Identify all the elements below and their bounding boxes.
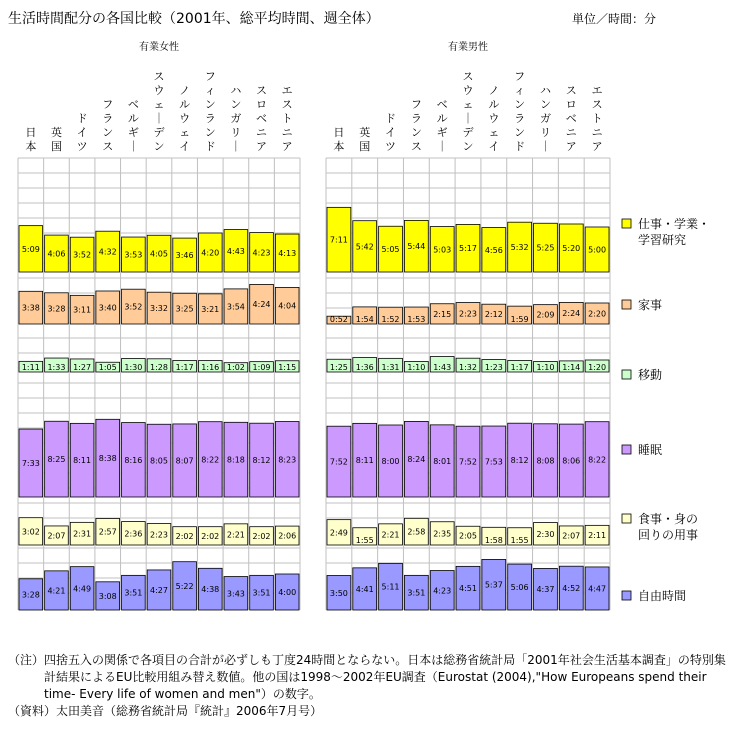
category-label: ドイツ [76,112,88,153]
category-label: ベルギ｜ [127,98,139,153]
bar-value-label: 3:43 [226,589,245,599]
bar-value-label: 2:11 [588,531,607,541]
legend-swatch [622,219,631,228]
category-label: ドイツ [385,112,397,153]
bar-value-label: 5:03 [433,245,452,255]
bar-value-label: 2:30 [536,529,555,539]
bar-value-label: 2:09 [536,310,555,320]
legend-label: 睡眠 [638,443,663,457]
bar-value-label: 8:12 [510,456,529,466]
bar-value-label: 1:33 [47,363,66,372]
bar-value-label: 1:16 [201,363,220,372]
bar-value-label: 1:52 [381,315,400,324]
bar-value-label: 5:20 [562,244,581,253]
bar-value-label: 2:02 [201,531,220,541]
bar-value-label: 1:10 [536,363,555,372]
bar-value-label: 1:30 [124,363,143,372]
bar-value-label: 8:06 [562,456,581,466]
bar-value-label: 2:23 [150,530,168,540]
category-label: ハンガリ｜ [230,84,242,153]
bar-value-label: 3:40 [98,303,117,313]
bar-value-label: 5:37 [484,580,503,590]
category-label: ハンガリ｜ [539,84,551,153]
bar-value-label: 1:14 [562,363,581,372]
bar-value-label: 1:43 [433,363,452,372]
bar-value-label: 2:07 [562,531,581,541]
bar-value-label: 1:02 [226,363,245,372]
bar-value-label: 1:55 [355,536,374,545]
category-label: フランス [102,98,114,153]
bar-value-label: 2:36 [124,529,143,539]
bar-value-label: 1:31 [381,363,400,372]
bar-value-label: 1:54 [355,315,374,324]
bar-value-label: 0:52 [329,315,348,324]
bar-value-label: 4:38 [201,585,220,595]
bar-value-label: 2:12 [484,310,503,320]
bar-value-label: 8:38 [98,454,117,464]
bar-value-label: 4:37 [536,585,555,595]
bar-value-label: 8:07 [175,456,194,466]
bar-value-label: 2:23 [459,309,477,319]
category-label: エストニア [591,84,603,153]
bar-value-label: 1:36 [355,363,374,372]
bar-value-label: 8:23 [278,455,297,465]
bar-value-label: 7:52 [329,457,348,467]
bar-value-label: 5:09 [21,244,40,254]
bar-value-label: 4:51 [459,584,477,594]
bar-value-label: 2:21 [381,530,400,540]
bar-value-label: 4:05 [150,249,168,259]
bar-value-label: 1:23 [484,363,503,372]
bar-value-label: 5:44 [407,242,426,252]
bar-value-label: 1:17 [510,363,529,372]
bar-value-label: 4:49 [73,584,92,594]
bar-value-label: 1:20 [588,363,607,372]
bar-value-label: 4:06 [47,249,66,259]
bar-value-label: 1:05 [98,363,117,372]
bar-value-label: 5:00 [588,245,607,255]
bar-value-label: 1:17 [175,363,194,372]
bar-value-label: 1:32 [459,363,477,372]
bar-value-label: 5:32 [510,243,529,253]
legend-label: 食事・身の回りの用事 [638,512,699,542]
bar-value-label: 3:51 [407,588,426,598]
bar-value-label: 1:15 [278,363,297,372]
bar-value-label: 8:01 [433,456,452,466]
bar-value-label: 3:52 [73,250,92,260]
bar-value-label: 8:12 [252,456,271,466]
bar-value-label: 1:11 [21,363,40,372]
bar-value-label: 8:16 [124,455,143,465]
note-text: （注）四捨五入の関係で各項目の合計が必ずしも丁度24時間とならない。日本は総務省統計局「2001年社会生活基本調査」の特別集計結果によるEU比較用組み替え数値。他の国は1998～2002年EU調査（Eurostat (2004),"How Europeans spend their time- Every life of women and men"）の数字。 [8,653,726,701]
category-label: ベルギ｜ [436,98,448,153]
bar-value-label: 1:27 [73,363,92,372]
bar-value-label: 4:00 [278,588,297,597]
bar-value-label: 3:28 [21,590,40,600]
bar-value-label: 2:49 [329,528,348,538]
bar-value-label: 5:05 [381,245,400,255]
bar-value-label: 2:57 [98,527,117,537]
bar-value-label: 4:23 [433,586,452,596]
bar-value-label: 3:38 [21,303,40,313]
bar-value-label: 1:28 [150,363,168,372]
unit-label: 単位／時間：分 [572,12,657,26]
bar-value-label: 8:05 [150,456,168,466]
bar-value-label: 2:21 [226,530,245,540]
bar-value-label: 2:06 [278,531,297,541]
bar-value-label: 4:43 [226,246,245,256]
bar-value-label: 3:46 [175,251,194,261]
bar-value-label: 2:35 [433,529,452,539]
bar-value-label: 2:05 [459,531,477,541]
bar-value-label: 8:24 [407,455,426,465]
bar-value-label: 2:02 [175,531,194,541]
panel-header: 有業男性 [448,42,488,53]
legend-label: 自由時間 [638,589,687,603]
bar-value-label: 3:32 [150,304,168,314]
category-label: フィンランド [204,70,216,153]
legend-swatch [622,591,631,600]
bar-value-label: 1:59 [510,315,529,324]
bar-value-label: 3:21 [201,304,220,314]
bar-value-label: 1:55 [510,536,529,545]
legend-swatch [622,445,631,454]
category-label: 英国 [359,126,371,153]
bar-value-label: 1:09 [252,363,271,372]
bar-value-label: 3:51 [252,588,271,598]
bar-value-label: 4:32 [98,247,117,257]
bar-value-label: 8:00 [381,457,400,466]
bar-value-label: 3:50 [329,588,348,598]
bar-value-label: 3:28 [47,304,66,314]
bar-value-label: 4:13 [278,249,297,259]
bar-value-label: 5:06 [510,583,529,593]
bar-value-label: 1:10 [407,363,426,372]
bar-value-label: 8:08 [536,456,555,466]
bar-value-label: 3:11 [73,305,92,315]
bar-value-label: 1:53 [407,315,426,324]
bar-value-label: 1:58 [484,536,503,545]
bar-value-label: 2:15 [433,309,452,319]
category-label: ノルウェイ [179,84,191,153]
footnotes [8,652,730,720]
category-label: スロベニア [565,84,577,153]
bar-value-label: 5:42 [355,242,374,252]
legend-label: 仕事・学業・学習研究 [638,217,711,247]
bar-value-label: 4:41 [355,584,374,594]
category-label: スウェ｜デン [462,70,474,153]
legend-swatch [622,370,631,379]
legend-label: 家事 [638,298,663,312]
panel-header: 有業女性 [139,42,179,53]
bar-value-label: 3:52 [124,302,143,312]
bar-value-label: 8:18 [226,455,245,465]
bar-value-label: 7:33 [21,459,40,469]
bar-value-label: 5:25 [536,243,555,253]
bar-value-label: 8:11 [355,456,374,466]
bar-value-label: 3:53 [124,250,143,260]
category-label: スウェ｜デン [153,70,165,153]
source-text: （資料）太田美音（総務省統計局『統計』2006年7月号） [8,704,323,718]
bar-value-label: 2:07 [47,531,66,541]
category-label: フィンランド [514,70,526,153]
legend-swatch [622,300,631,309]
bar-value-label: 3:51 [124,588,143,598]
bar-value-label: 4:56 [484,245,503,255]
bar-value-label: 4:04 [278,301,297,311]
bar-value-label: 4:24 [252,300,271,310]
bar-value-label: 3:25 [175,304,194,314]
legend-label: 移動 [638,368,663,382]
bar-value-label: 5:22 [175,581,194,591]
bar-value-label: 8:22 [201,455,220,465]
bar-value-label: 2:02 [252,531,271,541]
bar-value-label: 5:11 [381,582,400,592]
category-label: 日本 [25,126,37,153]
bar-value-label: 8:22 [588,455,607,465]
bar-value-label: 1:25 [329,363,348,372]
bar-value-label: 2:24 [562,309,581,319]
bar-value-label: 7:11 [329,235,348,245]
category-label: ノルウェイ [488,84,500,153]
bar-value-label: 2:31 [73,529,92,539]
bar-value-label: 4:27 [150,585,168,595]
bar-value-label: 7:52 [459,457,477,467]
bar-value-label: 5:17 [459,244,477,254]
bar-value-label: 8:11 [73,456,92,466]
bar-value-label: 8:25 [47,455,66,465]
bar-value-label: 4:23 [252,248,271,258]
category-label: 日本 [333,126,345,153]
bar-value-label: 4:52 [562,584,581,594]
bar-value-label: 4:21 [47,586,66,596]
category-label: エストニア [281,84,293,153]
bar-value-label: 4:20 [201,248,220,258]
bar-value-label: 3:54 [226,302,245,312]
category-label: スロベニア [256,84,268,153]
legend-swatch [622,514,631,523]
bar-value-label: 3:02 [21,527,40,537]
bar-value-label: 4:47 [588,584,607,594]
bar-value-label: 2:20 [588,309,607,319]
bar-value-label: 2:58 [407,527,426,537]
bar-value-label: 7:53 [484,457,503,467]
page-title: 生活時間配分の各国比較（2001年、総平均時間、週全体） [8,11,380,27]
category-label: フランス [410,98,422,153]
bar-value-label: 3:08 [98,591,117,601]
category-label: 英国 [50,126,62,153]
